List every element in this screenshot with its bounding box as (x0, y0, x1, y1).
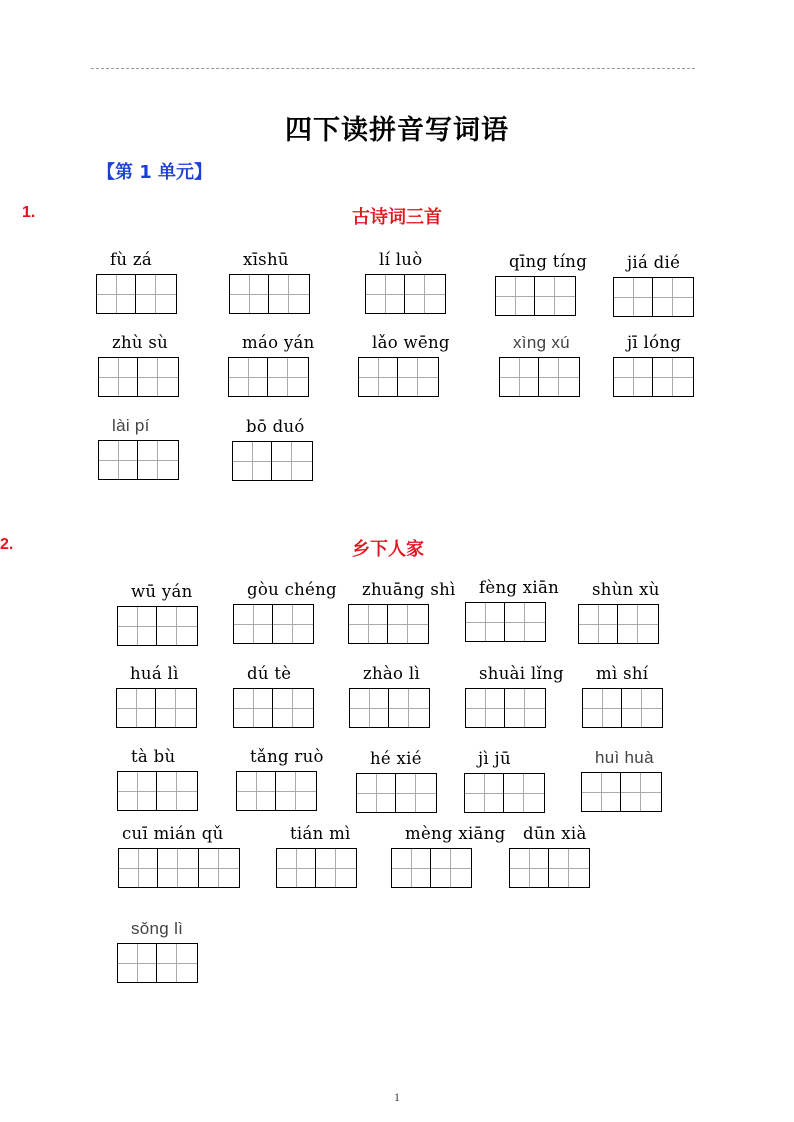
tianzige-cell[interactable] (136, 274, 177, 314)
pinyin-label: zhào lì (363, 664, 420, 683)
tianzige-cell[interactable] (272, 441, 313, 481)
tianzige-cell[interactable] (505, 688, 546, 728)
tianzige-cell[interactable] (117, 943, 157, 983)
tianzige-cell[interactable] (269, 274, 310, 314)
tianzige-cell[interactable] (138, 440, 179, 480)
writing-grid (228, 357, 309, 397)
writing-grid (98, 357, 179, 397)
pinyin-label: hé xié (370, 749, 422, 768)
writing-grid (495, 276, 576, 316)
word-item (98, 333, 179, 397)
tianzige-cell[interactable] (618, 604, 659, 644)
page-title: 四下读拼音写词语 (285, 115, 509, 146)
pinyin-label: bō duó (246, 417, 305, 436)
writing-grid (581, 772, 662, 812)
pinyin-label: jì jū (478, 749, 511, 768)
word-item (117, 582, 198, 646)
word-item (495, 252, 588, 316)
writing-grid (613, 357, 694, 397)
writing-grid (349, 688, 430, 728)
writing-grid (356, 773, 437, 813)
tianzige-cell[interactable] (157, 943, 198, 983)
tianzige-cell[interactable] (535, 276, 576, 316)
pinyin-label: cuī mián qǔ (122, 824, 224, 843)
tianzige-cell[interactable] (389, 688, 430, 728)
word-item (233, 580, 337, 644)
writing-grid (117, 943, 198, 983)
tianzige-cell[interactable] (268, 357, 309, 397)
writing-grid (98, 440, 179, 480)
pinyin-label: zhuāng shì (362, 580, 456, 599)
tianzige-cell[interactable] (98, 357, 138, 397)
pinyin-label: gòu chéng (247, 580, 337, 599)
tianzige-cell[interactable] (116, 688, 156, 728)
tianzige-cell[interactable] (613, 357, 653, 397)
word-item (499, 333, 580, 397)
tianzige-cell[interactable] (365, 274, 405, 314)
pinyin-label: fèng xiān (479, 578, 560, 597)
tianzige-cell[interactable] (464, 773, 504, 813)
word-item (229, 250, 310, 314)
page-number: 1 (394, 1090, 400, 1104)
tianzige-cell[interactable] (622, 688, 663, 728)
tianzige-cell[interactable] (276, 771, 317, 811)
pinyin-label: sǒng lì (131, 919, 184, 938)
writing-grid (391, 848, 472, 888)
tianzige-cell[interactable] (118, 848, 158, 888)
tianzige-cell[interactable] (621, 772, 662, 812)
word-item (118, 824, 240, 888)
tianzige-cell[interactable] (96, 274, 136, 314)
word-item (613, 253, 694, 317)
word-item (613, 333, 694, 397)
tianzige-cell[interactable] (233, 604, 273, 644)
writing-grid (509, 848, 590, 888)
tianzige-cell[interactable] (653, 277, 694, 317)
word-item (578, 580, 660, 644)
word-item (391, 824, 506, 888)
tianzige-cell[interactable] (233, 688, 273, 728)
tianzige-cell[interactable] (138, 357, 179, 397)
word-item (348, 580, 456, 644)
pinyin-label: jiá dié (627, 253, 681, 272)
tianzige-cell[interactable] (539, 357, 580, 397)
pinyin-label: huì huà (595, 748, 654, 767)
pinyin-label: dú tè (247, 664, 292, 683)
pinyin-label: jī lóng (627, 333, 682, 352)
pinyin-label: huá lì (130, 664, 179, 683)
word-item (228, 333, 315, 397)
tianzige-cell[interactable] (157, 606, 198, 646)
word-item (116, 664, 197, 728)
writing-grid (229, 274, 310, 314)
word-item (509, 824, 590, 888)
pinyin-label: xīshū (243, 250, 289, 269)
pinyin-label: máo yán (242, 333, 315, 352)
writing-grid (358, 357, 439, 397)
pinyin-label: shùn xù (592, 580, 660, 599)
tianzige-cell[interactable] (549, 848, 590, 888)
writing-grid (365, 274, 446, 314)
pinyin-label: tǎng ruò (250, 747, 324, 766)
tianzige-cell[interactable] (398, 357, 439, 397)
tianzige-cell[interactable] (495, 276, 535, 316)
tianzige-cell[interactable] (236, 771, 276, 811)
pinyin-label: zhù sù (112, 333, 169, 352)
pinyin-label: mì shí (596, 664, 649, 683)
pinyin-label: xìng xú (513, 333, 570, 352)
word-item (465, 578, 560, 642)
pinyin-label: dūn xià (523, 824, 587, 843)
section-1-heading: 古诗词三首 (352, 207, 442, 228)
writing-grid (233, 604, 314, 644)
word-item (98, 416, 179, 480)
pinyin-label: lài pí (112, 416, 150, 435)
tianzige-cell[interactable] (199, 848, 240, 888)
writing-grid (118, 848, 240, 888)
pinyin-label: tián mì (290, 824, 351, 843)
writing-grid (348, 604, 429, 644)
writing-grid (276, 848, 357, 888)
tianzige-cell[interactable] (117, 606, 157, 646)
word-item (464, 749, 545, 813)
tianzige-cell[interactable] (509, 848, 549, 888)
tianzige-cell[interactable] (581, 772, 621, 812)
pinyin-label: shuài lǐng (479, 664, 564, 683)
pinyin-label: lí luò (379, 250, 423, 269)
pinyin-label: tà bù (131, 747, 176, 766)
tianzige-cell[interactable] (156, 688, 197, 728)
tianzige-cell[interactable] (613, 277, 653, 317)
tianzige-cell[interactable] (388, 604, 429, 644)
word-item (276, 824, 357, 888)
tianzige-cell[interactable] (578, 604, 618, 644)
word-item (117, 747, 198, 811)
tianzige-cell[interactable] (276, 848, 316, 888)
tianzige-cell[interactable] (499, 357, 539, 397)
tianzige-cell[interactable] (349, 688, 389, 728)
writing-grid (465, 688, 546, 728)
pinyin-label: fù zá (110, 250, 153, 269)
word-item (581, 748, 662, 812)
writing-grid (582, 688, 663, 728)
tianzige-cell[interactable] (405, 274, 446, 314)
writing-grid (499, 357, 580, 397)
pinyin-label: qīng tíng (509, 252, 588, 271)
tianzige-cell[interactable] (117, 771, 157, 811)
tianzige-cell[interactable] (356, 773, 396, 813)
tianzige-cell[interactable] (348, 604, 388, 644)
writing-grid (117, 771, 198, 811)
word-item (365, 250, 446, 314)
section-2-heading: 乡下人家 (352, 539, 424, 560)
writing-grid (232, 441, 313, 481)
tianzige-cell[interactable] (157, 771, 198, 811)
word-item (358, 333, 450, 397)
pinyin-label: lǎo wēng (372, 333, 450, 352)
writing-grid (464, 773, 545, 813)
word-item (582, 664, 663, 728)
tianzige-cell[interactable] (232, 441, 272, 481)
writing-grid (465, 602, 546, 642)
pinyin-label: mèng xiāng (405, 824, 506, 843)
tianzige-cell[interactable] (391, 848, 431, 888)
writing-grid (578, 604, 659, 644)
word-item (233, 664, 314, 728)
pinyin-label: wū yán (131, 582, 193, 601)
tianzige-cell[interactable] (465, 688, 505, 728)
word-item (232, 417, 313, 481)
tianzige-cell[interactable] (653, 357, 694, 397)
tianzige-cell[interactable] (582, 688, 622, 728)
writing-grid (116, 688, 197, 728)
writing-grid (236, 771, 317, 811)
tianzige-cell[interactable] (431, 848, 472, 888)
word-item (117, 919, 198, 983)
section-1-number: 1. (22, 204, 36, 221)
tianzige-cell[interactable] (316, 848, 357, 888)
writing-grid (233, 688, 314, 728)
writing-grid (613, 277, 694, 317)
tianzige-cell[interactable] (273, 688, 314, 728)
section-2-number: 2. (0, 536, 14, 553)
unit-label: 【第 1 单元】 (97, 162, 213, 183)
word-item (96, 250, 177, 314)
word-item (236, 747, 324, 811)
tianzige-cell[interactable] (505, 602, 546, 642)
tianzige-cell[interactable] (504, 773, 545, 813)
writing-grid (117, 606, 198, 646)
tianzige-cell[interactable] (465, 602, 505, 642)
word-item (356, 749, 437, 813)
word-item (465, 664, 564, 728)
header-rule (91, 68, 695, 69)
writing-grid (96, 274, 177, 314)
tianzige-cell[interactable] (98, 440, 138, 480)
tianzige-cell[interactable] (158, 848, 199, 888)
tianzige-cell[interactable] (358, 357, 398, 397)
tianzige-cell[interactable] (228, 357, 268, 397)
word-item (349, 664, 430, 728)
tianzige-cell[interactable] (396, 773, 437, 813)
tianzige-cell[interactable] (273, 604, 314, 644)
tianzige-cell[interactable] (229, 274, 269, 314)
